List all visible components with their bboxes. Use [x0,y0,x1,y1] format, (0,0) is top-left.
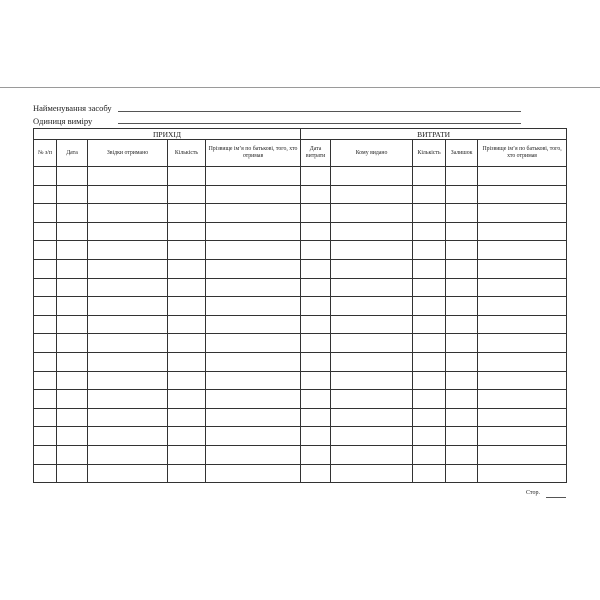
col-header-date: Дата [57,140,88,167]
table-cell[interactable] [301,445,331,464]
table-cell[interactable] [57,259,88,278]
table-cell[interactable] [34,464,57,483]
table-cell[interactable] [301,204,331,223]
table-cell[interactable] [301,315,331,334]
table-cell[interactable] [34,390,57,409]
table-cell[interactable] [446,390,478,409]
col-header-number: № з/п [34,140,57,167]
table-cell[interactable] [446,278,478,297]
table-cell[interactable] [478,390,567,409]
table-row [34,185,567,204]
table-cell[interactable] [206,204,301,223]
table-cell[interactable] [168,278,206,297]
col-header-quantity-in: Кількість [168,140,206,167]
table-cell[interactable] [446,315,478,334]
table-cell[interactable] [206,297,301,316]
table-cell[interactable] [57,222,88,241]
table-cell[interactable] [478,315,567,334]
tool-name-input[interactable] [118,111,521,112]
table-cell[interactable] [478,297,567,316]
table-cell[interactable] [331,408,413,427]
table-cell[interactable] [478,259,567,278]
table-cell[interactable] [446,352,478,371]
table-cell[interactable] [57,278,88,297]
page-number-input[interactable] [546,497,566,498]
table-cell[interactable] [331,334,413,353]
table-row [34,259,567,278]
col-header-expense-date: Дата витрати [301,140,331,167]
table-cell[interactable] [57,167,88,186]
table-cell[interactable] [88,259,168,278]
table-cell[interactable] [206,278,301,297]
unit-input[interactable] [118,123,521,124]
table-cell[interactable] [446,259,478,278]
col-header-quantity-out: Кількість [413,140,446,167]
table-row [34,222,567,241]
table-cell[interactable] [168,408,206,427]
table-cell[interactable] [413,315,446,334]
table-cell[interactable] [34,445,57,464]
table-cell[interactable] [57,427,88,446]
table-cell[interactable] [331,278,413,297]
table-cell[interactable] [168,204,206,223]
col-header-balance: Залишок [446,140,478,167]
table-row [34,352,567,371]
table-cell[interactable] [88,445,168,464]
table-cell[interactable] [57,464,88,483]
table-cell[interactable] [57,408,88,427]
table-cell[interactable] [301,222,331,241]
table-cell[interactable] [331,352,413,371]
table-cell[interactable] [168,464,206,483]
table-cell[interactable] [331,315,413,334]
table-cell[interactable] [413,185,446,204]
table-cell[interactable] [413,259,446,278]
table-cell[interactable] [57,204,88,223]
table-cell[interactable] [57,390,88,409]
table-cell[interactable] [168,297,206,316]
table-cell[interactable] [57,445,88,464]
table-cell[interactable] [168,371,206,390]
table-cell[interactable] [478,241,567,260]
table-cell[interactable] [301,259,331,278]
table-cell[interactable] [301,241,331,260]
ledger-body [34,167,567,483]
table-cell[interactable] [57,315,88,334]
table-cell[interactable] [301,464,331,483]
table-cell[interactable] [34,315,57,334]
table-cell[interactable] [301,334,331,353]
table-cell[interactable] [57,241,88,260]
table-cell[interactable] [206,259,301,278]
table-cell[interactable] [478,167,567,186]
table-cell[interactable] [88,352,168,371]
table-row [34,241,567,260]
col-header-receiver-name: Прізвище ім’я по батькові, того, хто отримав [206,140,301,167]
table-cell[interactable] [478,464,567,483]
table-cell[interactable] [168,259,206,278]
table-cell[interactable] [478,278,567,297]
table-cell[interactable] [34,408,57,427]
table-cell[interactable] [301,427,331,446]
tool-name-label: Найменування засобу [33,103,112,113]
table-cell[interactable] [34,278,57,297]
table-cell[interactable] [34,241,57,260]
ledger-table [33,128,567,483]
table-row [34,371,567,390]
table-cell[interactable] [413,167,446,186]
table-cell[interactable] [413,371,446,390]
table-cell[interactable] [206,334,301,353]
table-cell[interactable] [446,445,478,464]
table-cell[interactable] [331,445,413,464]
table-cell[interactable] [446,297,478,316]
table-cell[interactable] [446,185,478,204]
table-cell[interactable] [478,222,567,241]
table-cell[interactable] [301,371,331,390]
table-cell[interactable] [478,185,567,204]
table-row [34,315,567,334]
table-cell[interactable] [34,204,57,223]
table-cell[interactable] [331,259,413,278]
table-cell[interactable] [301,352,331,371]
table-cell[interactable] [88,408,168,427]
table-cell[interactable] [34,259,57,278]
table-cell[interactable] [88,390,168,409]
table-cell[interactable] [88,334,168,353]
table-cell[interactable] [168,352,206,371]
table-row [34,427,567,446]
table-cell[interactable] [206,371,301,390]
table-cell[interactable] [88,315,168,334]
table-cell[interactable] [413,464,446,483]
table-cell[interactable] [34,167,57,186]
table-cell[interactable] [206,315,301,334]
table-cell[interactable] [34,371,57,390]
table-cell[interactable] [446,427,478,446]
table-cell[interactable] [88,427,168,446]
table-cell[interactable] [206,167,301,186]
table-cell[interactable] [57,297,88,316]
table-cell[interactable] [478,371,567,390]
table-row [34,297,567,316]
table-cell[interactable] [446,222,478,241]
table-cell[interactable] [413,408,446,427]
table-cell[interactable] [168,167,206,186]
table-cell[interactable] [88,167,168,186]
table-cell[interactable] [331,464,413,483]
table-row [34,390,567,409]
table-row [34,464,567,483]
table-cell[interactable] [88,204,168,223]
table-cell[interactable] [301,297,331,316]
table-cell[interactable] [331,427,413,446]
table-cell[interactable] [331,297,413,316]
table-cell[interactable] [301,185,331,204]
table-cell[interactable] [88,464,168,483]
table-cell[interactable] [206,352,301,371]
table-cell[interactable] [446,241,478,260]
table-cell[interactable] [206,185,301,204]
table-cell[interactable] [168,222,206,241]
table-cell[interactable] [301,390,331,409]
table-cell[interactable] [88,278,168,297]
table-cell[interactable] [168,334,206,353]
table-cell[interactable] [168,390,206,409]
col-header-source: Звідки отримано [88,140,168,167]
table-row [34,167,567,186]
table-cell[interactable] [413,390,446,409]
table-cell[interactable] [446,464,478,483]
table-cell[interactable] [206,390,301,409]
table-cell[interactable] [206,241,301,260]
table-cell[interactable] [446,408,478,427]
table-cell[interactable] [34,185,57,204]
table-cell[interactable] [478,408,567,427]
table-cell[interactable] [331,185,413,204]
table-cell[interactable] [34,297,57,316]
table-cell[interactable] [331,371,413,390]
table-cell[interactable] [301,278,331,297]
table-cell[interactable] [478,204,567,223]
table-cell[interactable] [34,334,57,353]
table-cell[interactable] [331,241,413,260]
table-cell[interactable] [331,204,413,223]
table-cell[interactable] [413,445,446,464]
table-cell[interactable] [301,408,331,427]
section-income: ПРИХІД [34,129,301,140]
table-cell[interactable] [478,334,567,353]
table-cell[interactable] [34,352,57,371]
table-cell[interactable] [88,371,168,390]
unit-label: Одиниця виміру [33,116,93,126]
table-cell[interactable] [413,278,446,297]
top-divider [0,87,600,88]
table-cell[interactable] [88,297,168,316]
table-cell[interactable] [168,315,206,334]
table-cell[interactable] [57,334,88,353]
table-cell[interactable] [34,222,57,241]
table-cell[interactable] [446,167,478,186]
table-cell[interactable] [413,241,446,260]
table-cell[interactable] [206,445,301,464]
table-cell[interactable] [413,204,446,223]
table-cell[interactable] [88,241,168,260]
table-cell[interactable] [413,222,446,241]
table-row [34,445,567,464]
table-cell[interactable] [301,167,331,186]
table-cell[interactable] [206,427,301,446]
table-cell[interactable] [57,352,88,371]
section-expense: ВИТРАТИ [301,129,567,140]
table-cell[interactable] [168,241,206,260]
table-cell[interactable] [446,371,478,390]
table-cell[interactable] [34,427,57,446]
col-header-issued-to: Кому видано [331,140,413,167]
table-cell[interactable] [57,371,88,390]
table-row [34,408,567,427]
table-row [34,334,567,353]
table-cell[interactable] [206,408,301,427]
table-row [34,278,567,297]
table-row [34,204,567,223]
table-cell[interactable] [478,352,567,371]
table-cell[interactable] [331,222,413,241]
tool-name-row [33,101,112,113]
table-cell[interactable] [331,390,413,409]
table-cell[interactable] [88,185,168,204]
table-cell[interactable] [168,185,206,204]
table-cell[interactable] [206,222,301,241]
table-cell[interactable] [331,167,413,186]
table-cell[interactable] [478,445,567,464]
page-number-label: Стор. [526,490,540,496]
table-cell[interactable] [446,204,478,223]
table-cell[interactable] [413,352,446,371]
table-cell[interactable] [88,222,168,241]
table-cell[interactable] [206,464,301,483]
table-cell[interactable] [168,427,206,446]
table-cell[interactable] [413,297,446,316]
table-cell[interactable] [478,427,567,446]
table-cell[interactable] [446,334,478,353]
table-cell[interactable] [57,185,88,204]
unit-row [33,114,92,126]
col-header-recipient-name: Прізвище ім’я по батькові, того, хто отримав [478,140,567,167]
table-cell[interactable] [413,427,446,446]
table-cell[interactable] [168,445,206,464]
table-cell[interactable] [413,334,446,353]
